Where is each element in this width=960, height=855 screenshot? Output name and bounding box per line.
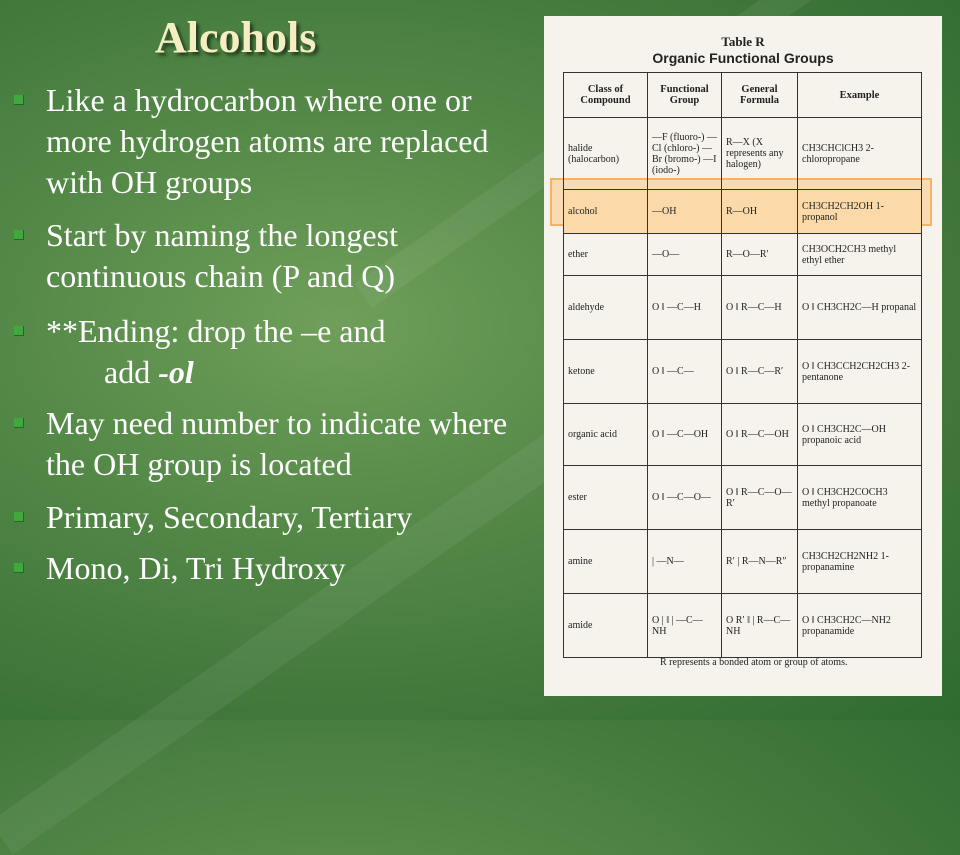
- bullet-text: Primary, Secondary, Tertiary: [46, 499, 413, 535]
- bullet-item: [12, 548, 532, 589]
- formula-cell: R′ | R—N—R″: [722, 530, 798, 594]
- bullet-text: Mono, Di, Tri Hydroxy: [46, 550, 346, 586]
- group-cell: O ‖ —C—OH: [648, 404, 722, 466]
- class-cell: ketone: [564, 340, 648, 404]
- bullet-icon: [14, 326, 24, 336]
- bullet-icon: [14, 230, 24, 240]
- bullet-item: [12, 403, 532, 485]
- table-note: R represents a bonded atom or group of atoms.: [660, 657, 848, 668]
- bullet-text: **Ending: drop the –e and: [46, 313, 386, 349]
- table-row: [564, 340, 922, 404]
- table-header-cell: Class of Compound: [564, 73, 648, 118]
- formula-cell: R—X (X represents any halogen): [722, 118, 798, 190]
- table-row: [564, 234, 922, 276]
- group-cell: | —N—: [648, 530, 722, 594]
- table-caption: Table R: [721, 34, 765, 49]
- group-cell: O ‖ —C—O—: [648, 466, 722, 530]
- example-cell: CH3OCH2CH3 methyl ethyl ether: [798, 234, 922, 276]
- bullet-item: [12, 497, 532, 538]
- class-cell: alcohol: [564, 190, 648, 234]
- example-cell: O ‖ CH3CCH2CH2CH3 2-pentanone: [798, 340, 922, 404]
- table-header-row: [564, 73, 922, 118]
- bullet-text: Start by naming the longest continuous chain (P and Q): [46, 217, 398, 294]
- formula-cell: R—OH: [722, 190, 798, 234]
- bullet-text: Like a hydrocarbon where one or more hydrogen atoms are replaced with OH groups: [46, 82, 489, 200]
- example-cell: CH3CHClCH3 2-chloropropane: [798, 118, 922, 190]
- example-cell: CH3CH2CH2NH2 1-propanamine: [798, 530, 922, 594]
- table-header-cell: Functional Group: [648, 73, 722, 118]
- formula-cell: R—O—R′: [722, 234, 798, 276]
- bullet-continuation-emphasis: -ol: [158, 354, 194, 390]
- group-cell: O | ‖ | —C—NH: [648, 594, 722, 658]
- group-cell: —OH: [648, 190, 722, 234]
- formula-cell: O ‖ R—C—OH: [722, 404, 798, 466]
- table-row-alcohol: [564, 190, 922, 234]
- formula-cell: O ‖ R—C—R′: [722, 340, 798, 404]
- class-cell: amide: [564, 594, 648, 658]
- table-subtitle: Organic Functional Groups: [652, 50, 834, 66]
- bullet-item: [12, 215, 532, 297]
- bullet-icon: [14, 95, 24, 105]
- table-row: [564, 594, 922, 658]
- bullet-text: May need number to indicate where the OH group is located: [46, 405, 508, 482]
- group-cell: —F (fluoro-) —Cl (chloro-) —Br (bromo-) —I (iodo-): [648, 118, 722, 190]
- class-cell: aldehyde: [564, 276, 648, 340]
- table-row: [564, 530, 922, 594]
- class-cell: halide (halocarbon): [564, 118, 648, 190]
- bullet-icon: [14, 512, 24, 522]
- functional-groups-table-image: [544, 16, 942, 696]
- formula-cell: O ‖ R—C—H: [722, 276, 798, 340]
- formula-cell: O R′ ‖ | R—C—NH: [722, 594, 798, 658]
- example-cell: O ‖ CH3CH2C—H propanal: [798, 276, 922, 340]
- bullet-item: [12, 80, 532, 203]
- table-row: [564, 118, 922, 190]
- table-row: [564, 404, 922, 466]
- example-cell: O ‖ CH3CH2C—OH propanoic acid: [798, 404, 922, 466]
- bullet-item: [12, 311, 532, 393]
- bullet-list: [12, 80, 532, 589]
- example-cell: O ‖ CH3CH2C—NH2 propanamide: [798, 594, 922, 658]
- group-cell: O ‖ —C—H: [648, 276, 722, 340]
- bullet-continuation: [46, 352, 532, 393]
- class-cell: amine: [564, 530, 648, 594]
- group-cell: O ‖ —C—: [648, 340, 722, 404]
- bullet-icon: [14, 418, 24, 428]
- functional-groups-table: [563, 72, 922, 658]
- table-row: [564, 276, 922, 340]
- table-row: [564, 466, 922, 530]
- formula-cell: O ‖ R—C—O—R′: [722, 466, 798, 530]
- class-cell: organic acid: [564, 404, 648, 466]
- group-cell: —O—: [648, 234, 722, 276]
- bullet-icon: [14, 563, 24, 573]
- table-header-cell: Example: [798, 73, 922, 118]
- bullet-continuation-prefix: add: [104, 354, 159, 390]
- slide-title: Alcohols: [155, 13, 317, 62]
- class-cell: ester: [564, 466, 648, 530]
- example-cell: O ‖ CH3CH2COCH3 methyl propanoate: [798, 466, 922, 530]
- class-cell: ether: [564, 234, 648, 276]
- example-cell: CH3CH2CH2OH 1-propanol: [798, 190, 922, 234]
- table-header-cell: General Formula: [722, 73, 798, 118]
